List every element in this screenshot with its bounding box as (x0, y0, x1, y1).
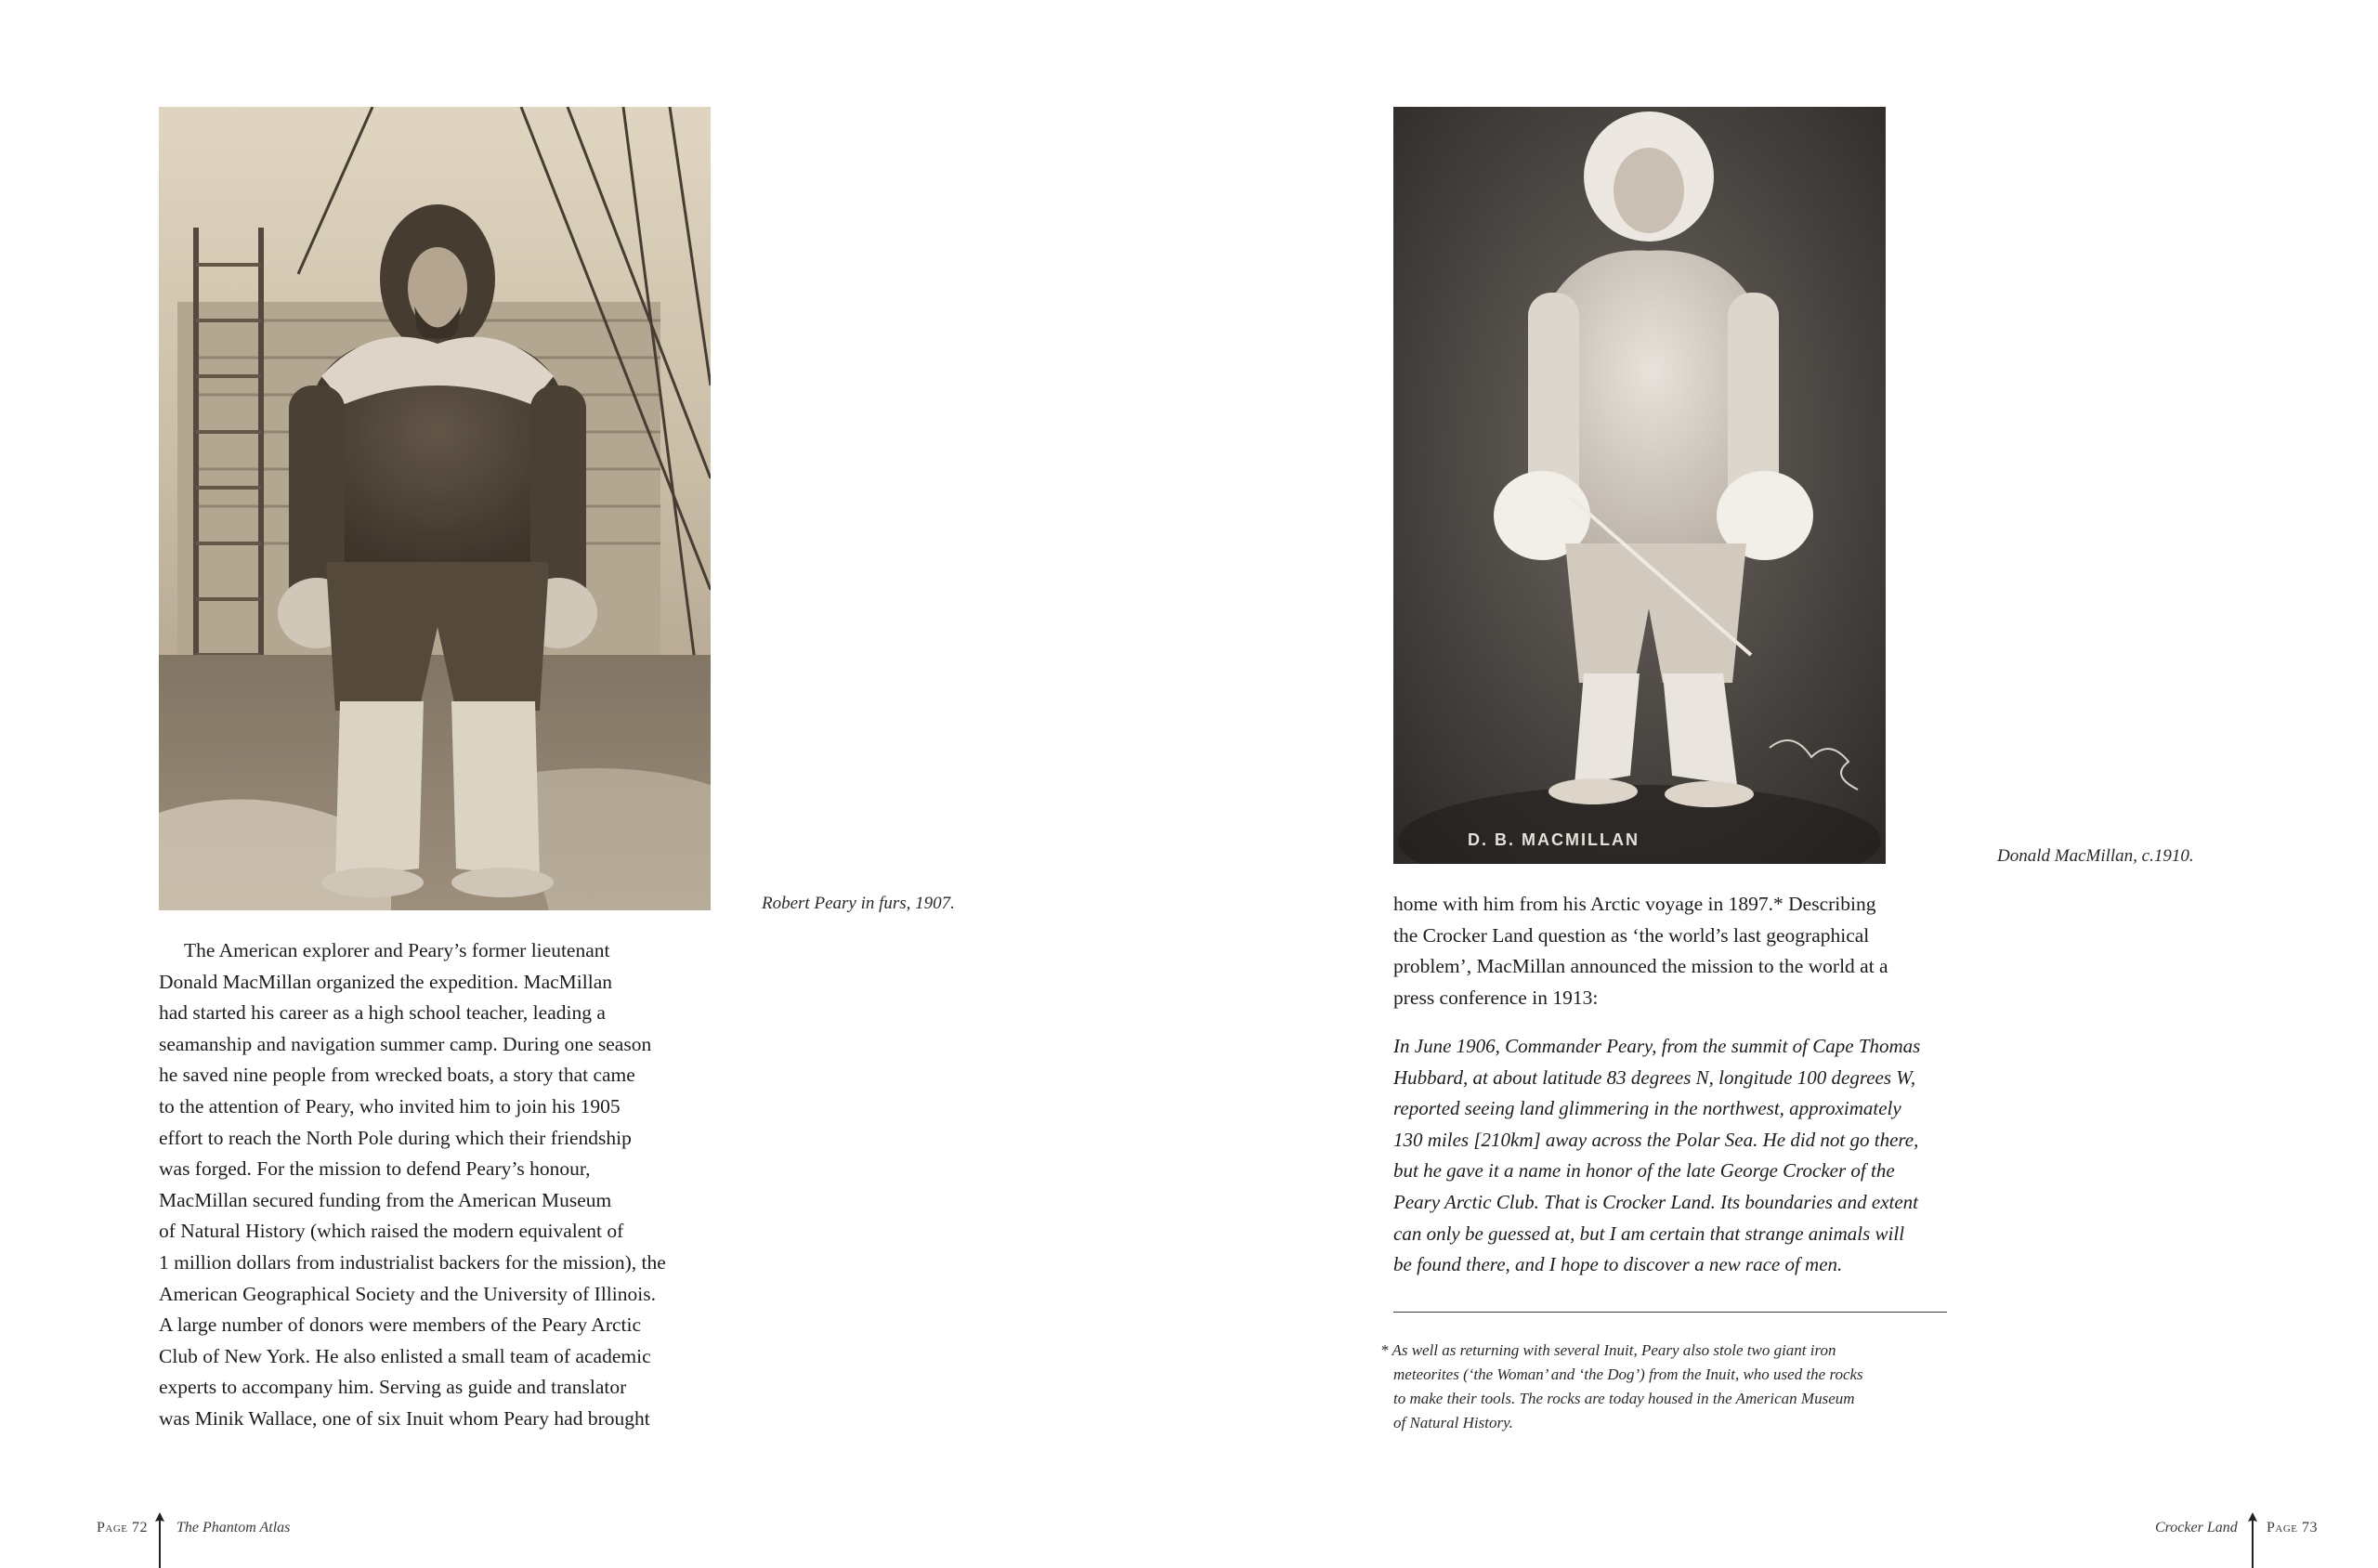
block-quote (1393, 1031, 1951, 1281)
text-line: MacMillan secured funding from the American Museum (159, 1188, 612, 1211)
book-title: The Phantom Atlas (176, 1520, 291, 1535)
quote-line: reported seeing land glimmering in the northwest, approximately (1393, 1097, 1901, 1120)
text-line: American Geographical Society and the University of Illinois. (159, 1282, 656, 1305)
page-number: Page 73 (2267, 1520, 2319, 1535)
text-line: press conference in 1913: (1393, 986, 1599, 1009)
text-line: of Natural History (which raised the modern equivalent of (159, 1220, 624, 1243)
footnote-line: of Natural History. (1393, 1414, 1513, 1431)
footnote-divider (1393, 1312, 1947, 1313)
body-text (1393, 889, 1951, 1013)
text-line: 1 million dollars from industrialist backers for the mission), the (159, 1250, 666, 1274)
photo-inscription: D. B. MACMILLAN (1468, 830, 1640, 849)
text-line: was Minik Wallace, one of six Inuit whom Peary had brought (159, 1406, 650, 1430)
footnote-line: to make their tools. The rocks are today housed in the American Museum (1393, 1390, 1855, 1407)
text-line: he saved nine people from wrecked boats, a story that came (159, 1064, 635, 1087)
donald-macmillan-photo (1393, 107, 1886, 864)
text-line: A large number of donors were members of the Peary Arctic (159, 1313, 642, 1337)
quote-line: be found there, and I hope to discover a new race of men. (1393, 1253, 1843, 1276)
text-line: seamanship and navigation summer camp. During one season (159, 1032, 652, 1055)
chapter-title: Crocker Land (2155, 1520, 2238, 1535)
text-line: The American explorer and Peary’s former lieutenant (184, 939, 610, 961)
text-line: to the attention of Peary, who invited him to join his 1905 (159, 1094, 621, 1117)
text-line: Club of New York. He also enlisted a small team of academic (159, 1344, 651, 1367)
quote-line: Peary Arctic Club. That is Crocker Land. Its boundaries and extent (1393, 1190, 1919, 1213)
donald-macmillan-photo-image (1393, 107, 1886, 864)
photo-caption: Robert Peary in furs, 1907. (762, 894, 955, 913)
footnote (1380, 1339, 1956, 1435)
text-line: was forged. For the mission to defend Peary’s honour, (159, 1157, 591, 1181)
text-line: experts to accompany him. Serving as guide and translator (159, 1376, 627, 1399)
page-number: Page 72 (97, 1520, 149, 1535)
text-line: Donald MacMillan organized the expedition. MacMillan (159, 970, 613, 993)
text-line: had started his career as a high school teacher, leading a (159, 1001, 606, 1025)
quote-line: In June 1906, Commander Peary, from the summit of Cape Thomas (1393, 1035, 1921, 1057)
text-line: problem’, MacMillan announced the mission to the world at a (1393, 955, 1888, 978)
quote-line: but he gave it a name in honor of the late George Crocker of the (1393, 1159, 1895, 1183)
up-arrow-icon (2247, 1512, 2258, 1568)
footnote-line: meteorites (‘the Woman’ and ‘the Dog’) from the Inuit, who used the rocks (1393, 1365, 1863, 1383)
photo-caption: Donald MacMillan, c.1910. (1997, 846, 2194, 866)
text-line: the Crocker Land question as ‘the world’s last geographical (1393, 923, 1870, 947)
text-line: home with him from his Arctic voyage in 1897.* Describing (1393, 893, 1876, 915)
text-line: effort to reach the North Pole during which their friendship (159, 1126, 632, 1149)
quote-line: 130 miles [210km] away across the Polar Sea. He did not go there, (1393, 1128, 1919, 1151)
quote-line: Hubbard, at about latitude 83 degrees N, longitude 100 degrees W, (1393, 1065, 1916, 1089)
footnote-line: * As well as returning with several Inuit, Peary also stole two giant iron (1380, 1341, 1836, 1359)
quote-line: can only be guessed at, but I am certain that strange animals will (1393, 1222, 1905, 1245)
